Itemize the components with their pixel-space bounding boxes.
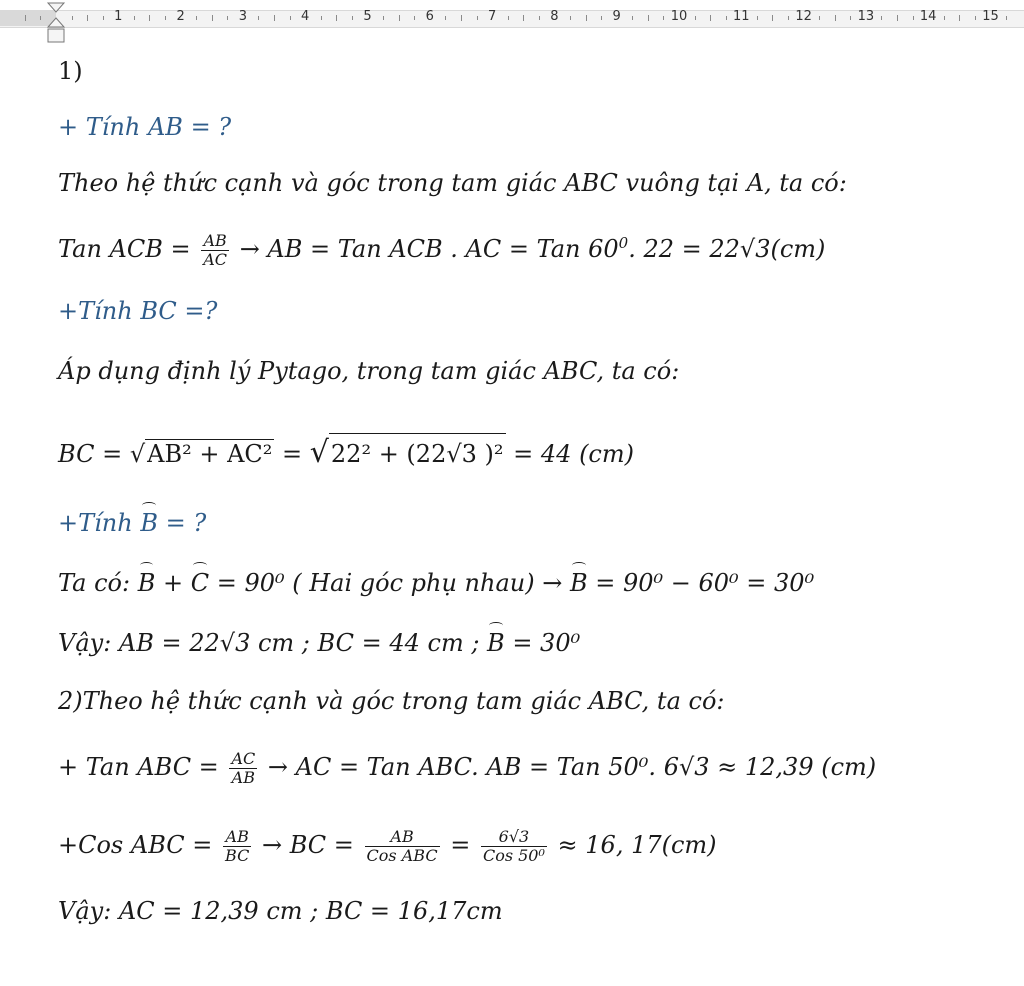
ruler-number: 9: [612, 9, 621, 24]
equation-bc-pythagoras: [58, 435, 634, 470]
superscript: 0: [618, 234, 629, 252]
heading-find-bc: +Tính BC =?: [58, 297, 218, 325]
angle-b-symbol: B: [140, 509, 158, 537]
sqrt-expression: √AB² + AC²: [129, 440, 273, 468]
eq-part: = 90⁰ − 60⁰ = 30⁰: [587, 569, 815, 597]
fraction-ab-ac: [201, 232, 229, 269]
equation-tan-acb: [58, 232, 825, 269]
fraction-numerator: AB: [201, 232, 229, 251]
eq-part: = 90⁰ ( Hai góc phụ nhau) →: [209, 569, 570, 597]
conclusion-part-2: Vậy: AC = 12,39 cm ; BC = 16,17cm: [58, 897, 503, 925]
sqrt-radicand: 22² + (22√3 )²: [329, 433, 506, 468]
fraction-ac-ab: [229, 750, 257, 787]
fraction-denominator: AC: [203, 250, 228, 269]
sqrt-radicand: AB² + AC²: [147, 440, 273, 468]
sqrt-expression-large: √22² + (22√3 )²: [309, 435, 504, 470]
eq-part: → BC =: [261, 831, 354, 859]
ruler-number: 5: [363, 9, 372, 24]
fraction-denominator: Cos 50⁰: [482, 846, 545, 865]
conclusion-part-1: [58, 628, 580, 658]
section-1-number: 1): [58, 57, 83, 85]
ruler-number: 3: [238, 9, 248, 24]
ruler-number: 4: [301, 9, 310, 24]
ruler-number: 11: [733, 9, 750, 24]
heading-find-angle-b: [58, 508, 206, 538]
eq-part: +Tính: [58, 509, 141, 537]
eq-part: = 30⁰: [504, 629, 581, 657]
ruler-number: 14: [919, 9, 937, 24]
eq-part: → AB = Tan ACB . AC = Tan 60: [239, 235, 619, 263]
eq-part: Vậy: AB = 22√3 cm ; BC = 44 cm ;: [58, 629, 488, 657]
ruler-number: 8: [550, 9, 559, 24]
ruler-number: 13: [857, 9, 875, 24]
eq-part: = ?: [157, 509, 207, 537]
ruler-number: 12: [795, 9, 812, 24]
heading-find-ab: + Tính AB = ?: [58, 113, 232, 141]
fraction-ab-bc: [223, 828, 251, 865]
equation-cos-abc: [58, 828, 717, 865]
ruler-number: 1: [114, 9, 123, 24]
fraction-numerator: AB: [223, 828, 251, 847]
fraction-ab-cos-abc: [365, 828, 440, 865]
fraction-numerator: AB: [365, 828, 440, 847]
angle-c-symbol: C: [190, 569, 210, 597]
eq-part: =: [450, 831, 471, 859]
ruler-number: 7: [487, 9, 497, 24]
fraction-numerator: 6√3: [481, 828, 547, 847]
section-2-intro: 2)Theo hệ thức cạnh và góc trong tam giác ABC, ta có:: [58, 687, 725, 715]
text-line-pythagoras: Áp dụng định lý Pytago, trong tam giác ABC, ta có:: [58, 357, 680, 385]
eq-part: → AC = Tan ABC. AB = Tan 50⁰. 6√3 ≈ 12,39 (cm): [267, 753, 877, 781]
eq-part: ≈ 16, 17(cm): [557, 831, 717, 859]
eq-part: +: [155, 569, 191, 597]
eq-part: BC =: [58, 440, 130, 468]
ruler-number: 15: [982, 9, 999, 24]
fraction-denominator: Cos ABC: [366, 846, 438, 865]
ruler-number: 2: [176, 9, 185, 24]
eq-part: = 44 (cm): [513, 440, 634, 468]
angle-b-symbol: B: [137, 569, 156, 597]
fraction-6sqrt3-cos50: [481, 828, 547, 865]
eq-part: Ta có:: [58, 569, 138, 597]
fraction-numerator: AC: [231, 749, 256, 768]
angle-b-symbol: B: [487, 629, 505, 657]
fraction-denominator: AB: [231, 768, 255, 787]
ruler-number: 6: [425, 9, 434, 24]
eq-part: Tan ACB =: [58, 235, 191, 263]
eq-part: . 22 = 22√3(cm): [628, 235, 826, 263]
eq-part: +Cos ABC =: [58, 831, 213, 859]
fraction-denominator: BC: [225, 846, 250, 865]
eq-part: + Tan ABC =: [58, 753, 219, 781]
ruler-number: 10: [670, 9, 688, 24]
eq-part: =: [282, 440, 310, 468]
angle-b-symbol: B: [569, 569, 588, 597]
equation-angle-sum: [58, 568, 814, 598]
text-line-theorem-intro: Theo hệ thức cạnh và góc trong tam giác ABC vuông tại A, ta có:: [58, 169, 847, 197]
equation-tan-abc: [58, 750, 876, 787]
